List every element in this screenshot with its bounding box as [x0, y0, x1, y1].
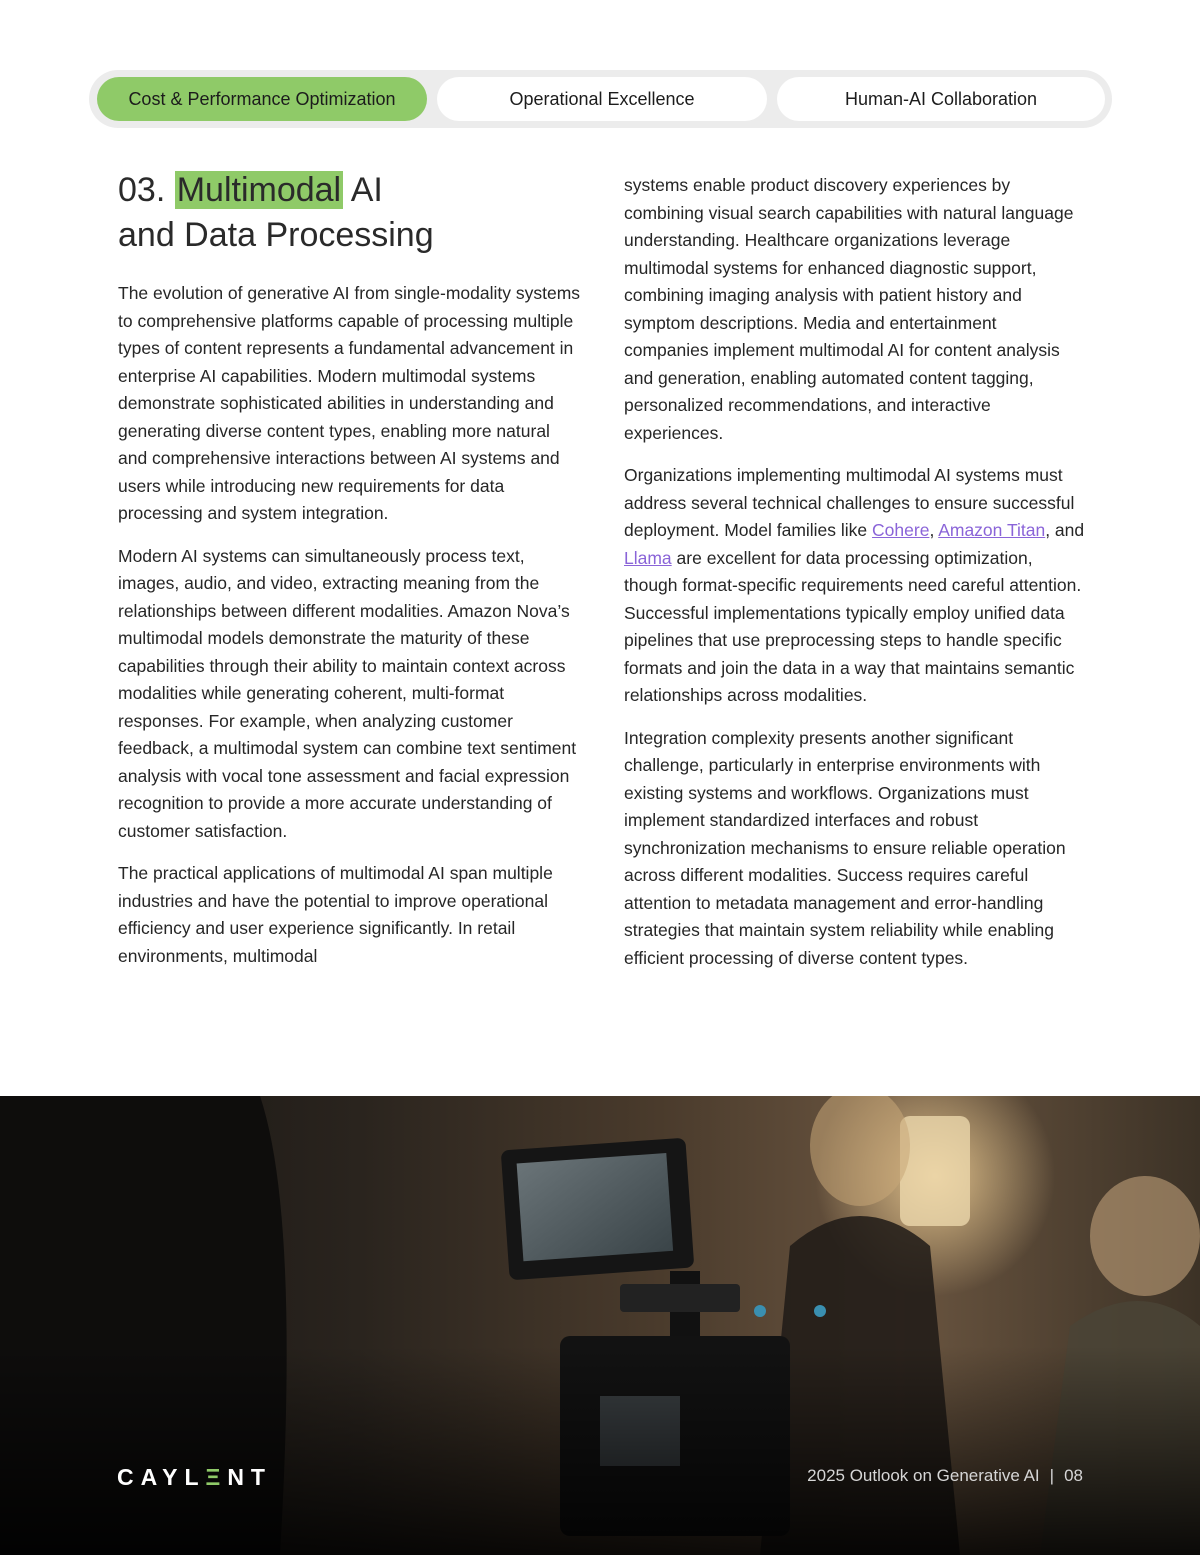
paragraph-with-links [624, 462, 1086, 710]
paragraph-text: , [929, 520, 939, 540]
logo-e-glyph: Ξ [205, 1464, 228, 1490]
llama-link[interactable]: Llama [624, 547, 672, 568]
logo-text: NT [227, 1464, 272, 1490]
tab-cost-performance-optimization[interactable]: Cost & Performance Optimization [97, 77, 427, 121]
paragraph: Integration complexity presents another significant challenge, particularly in enterprise environments with existing systems and workflows. Organizations must implement standardized interfaces and robust synchronization mechanisms to ensure reliable operation across different modalities. Success requires careful attention to metadata management and error-handling strategies that maintain system reliability while enabling efficient processing of diverse content types. [624, 727, 1066, 968]
title-line-2: and Data Processing [118, 216, 434, 254]
paragraph-text: Organizations implementing multimodal AI systems must address several technical challenges to ensure successful deployment. Model families like [624, 465, 1075, 540]
caylent-logo [117, 1464, 272, 1491]
page-number: 08 [1064, 1466, 1083, 1485]
paragraph: systems enable product discovery experiences by combining visual search capabilities with natural language understanding. Healthcare organizations leverage multimodal systems for enhanced diagnostic support, combining imaging analysis with patient history and symptom descriptions. Media and entertainment companies implement multimodal AI for content analysis and generation, enabling automated content tagging, personalized recommendations, and interactive experiences. [624, 175, 1074, 443]
right-column [624, 172, 1086, 987]
footer-separator: | [1049, 1466, 1055, 1485]
tab-human-ai-collaboration[interactable]: Human-AI Collaboration [777, 77, 1105, 121]
tab-operational-excellence[interactable]: Operational Excellence [437, 77, 767, 121]
publication-title: 2025 Outlook on Generative AI [807, 1466, 1040, 1485]
left-column [118, 280, 580, 985]
section-title [118, 168, 578, 258]
paragraph: The practical applications of multimodal AI span multiple industries and have the potential to improve operational efficiency and user experience significantly. In retail environments, multimodal [118, 863, 553, 966]
page-footer [807, 1466, 1083, 1486]
section-tab-bar [89, 70, 1112, 128]
cohere-link[interactable]: Cohere [872, 520, 930, 540]
paragraph: The evolution of generative AI from single-modality systems to comprehensive platforms capable of processing multiple types of content represents a fundamental advancement in enterprise AI capabilities. Modern multimodal systems demonstrate sophisticated abilities in understanding and generating diverse content types, enabling more natural and comprehensive interactions between AI systems and users while introducing new requirements for data processing and system integration. [118, 283, 581, 523]
title-rest: AI [350, 171, 383, 209]
title-highlight: Multimodal [176, 171, 342, 209]
logo-text: CAYL [117, 1464, 206, 1490]
paragraph: Modern AI systems can simultaneously process text, images, audio, and video, extracting meaning from the relationships between different modalities. Amazon Nova’s multimodal models demonstrate the maturity of these capabilities through their ability to maintain context across modalities while generating coherent, multi-format responses. For example, when analyzing customer feedback, a multimodal system can combine text sentiment analysis with vocal tone assessment and facial expression recognition to provide a more accurate understanding of customer satisfaction. [118, 545, 577, 841]
section-number: 03. [118, 171, 166, 209]
paragraph-text: , and [1045, 520, 1085, 540]
paragraph-text: are excellent for data processing optimization, though format-specific requirements need careful attention. Successful implementations typically employ unified data pipelines that use preprocessing steps to handle specific formats and join the data in a way that maintains semantic relationships across modalities. [624, 547, 1082, 705]
amazon-titan-link[interactable]: Amazon Titan [938, 520, 1046, 540]
